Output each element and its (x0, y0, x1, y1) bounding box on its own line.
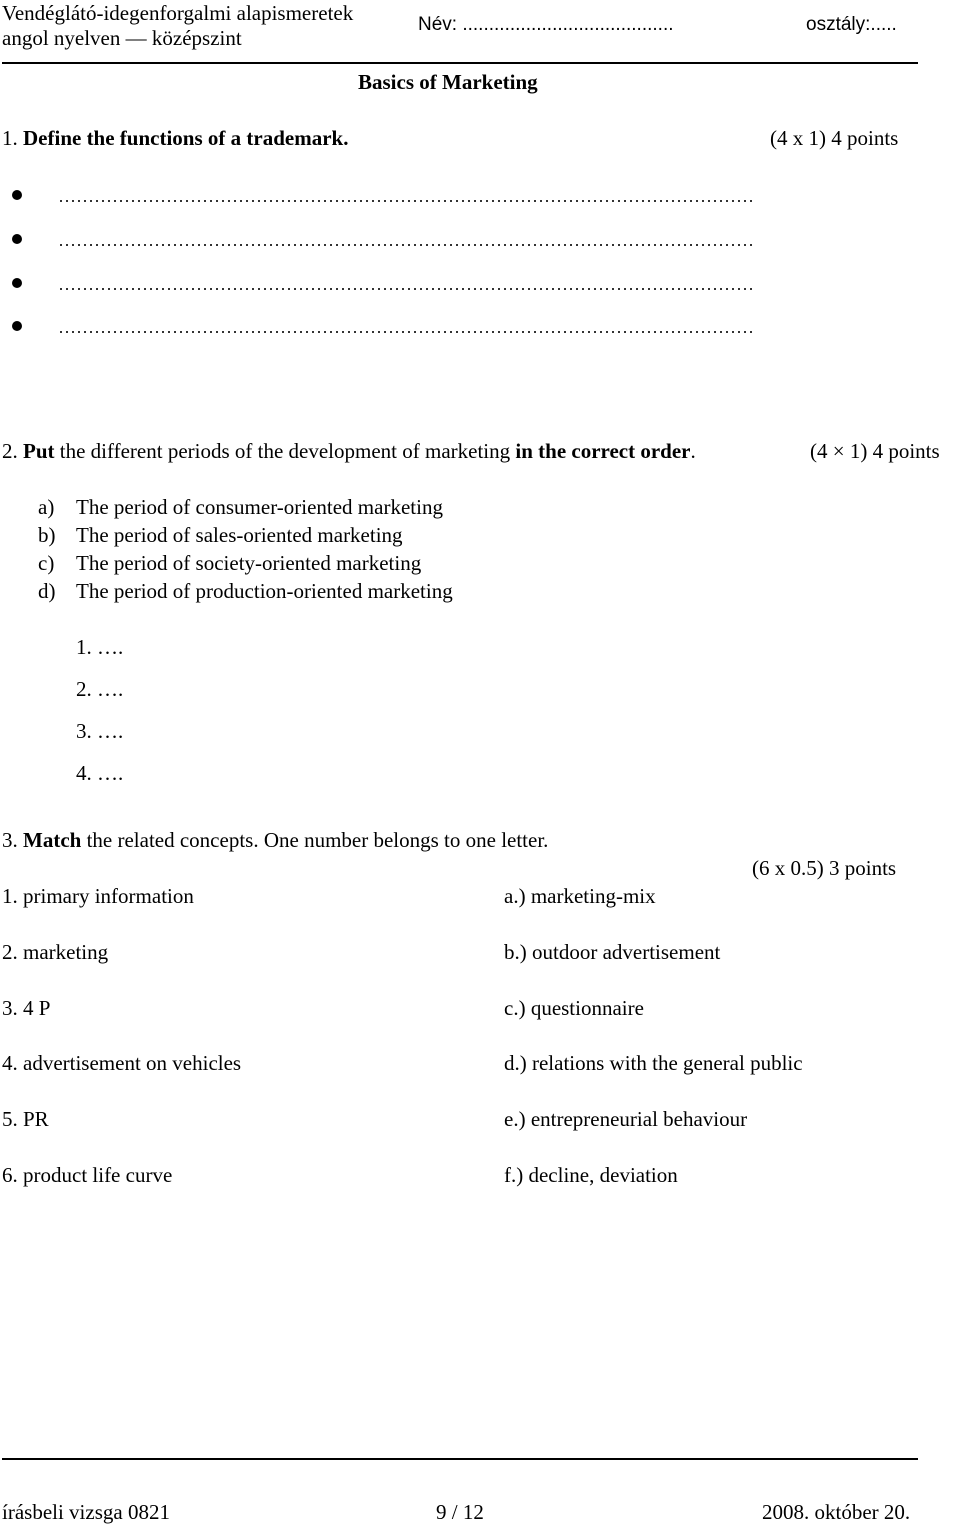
task2-points: (4 × 1) 4 points (810, 439, 940, 463)
bullet-icon (12, 234, 22, 244)
match-right-d: d.) relations with the general public (504, 1051, 803, 1075)
task3-points: (6 x 0.5) 3 points (752, 856, 897, 880)
task3-title-rest: the related concepts. One number belongs to one letter. (81, 828, 549, 852)
option-letter: d) (38, 579, 56, 603)
task1-points: (4 x 1) 4 points (770, 126, 899, 150)
task2-title-end: . (690, 439, 696, 463)
option-letter: a) (38, 495, 55, 519)
option-d (38, 581, 453, 602)
match-right-a: a.) marketing-mix (504, 884, 656, 908)
match-left-3: 3. 4 P (2, 996, 51, 1020)
header-subject-line1: Vendéglátó-idegenforgalmi alapismeretek (2, 1, 354, 25)
footer-rule (2, 1458, 918, 1460)
option-text: The period of consumer-oriented marketing (76, 495, 443, 519)
option-a (38, 497, 443, 518)
match-right-f: f.) decline, deviation (504, 1163, 678, 1187)
match-left-5: 5. PR (2, 1107, 49, 1131)
task1-title: Define the functions of a trademark. (23, 126, 349, 150)
answer-line-4[interactable] (58, 331, 754, 333)
task2-title-bold-2: in the correct order (515, 439, 691, 463)
task2-title-normal: the different periods of the development of marketing (54, 439, 516, 463)
page-title: Basics of Marketing (358, 70, 538, 94)
bullet-icon (12, 190, 22, 200)
order-slot-2[interactable]: 2. …. (76, 677, 124, 701)
task2-title-bold-1: Put (23, 439, 55, 463)
order-slot-3[interactable]: 3. …. (76, 719, 124, 743)
match-left-6: 6. product life curve (2, 1163, 173, 1187)
task1-heading (2, 128, 348, 149)
header-class-field: osztály:..... (806, 14, 897, 35)
match-right-e: e.) entrepreneurial behaviour (504, 1107, 748, 1131)
task1-number: 1. (2, 126, 18, 150)
option-b (38, 525, 403, 546)
match-left-2: 2. marketing (2, 940, 109, 964)
order-slot-4[interactable]: 4. …. (76, 761, 124, 785)
footer-date: 2008. október 20. (762, 1500, 911, 1524)
option-text: The period of production-oriented marketing (76, 579, 453, 603)
option-letter: b) (38, 523, 56, 547)
bullet-icon (12, 321, 22, 331)
option-text: The period of sales-oriented marketing (76, 523, 403, 547)
answer-line-3[interactable] (58, 288, 754, 290)
task2-number: 2. (2, 439, 18, 463)
header-rule (2, 62, 918, 64)
task3-heading (2, 830, 548, 851)
task2-heading (2, 441, 696, 462)
footer-exam: írásbeli vizsga 0821 (2, 1500, 170, 1524)
header-subject-line2: angol nyelven — középszint (2, 26, 242, 50)
footer-page-number: 9 / 12 (436, 1500, 484, 1524)
order-slot-1[interactable]: 1. …. (76, 635, 124, 659)
bullet-icon (12, 278, 22, 288)
match-right-b: b.) outdoor advertisement (504, 940, 721, 964)
option-c (38, 553, 421, 574)
option-text: The period of society-oriented marketing (76, 551, 422, 575)
header-name-field: Név: ........................................ (418, 14, 674, 35)
answer-line-1[interactable] (58, 200, 754, 202)
match-right-c: c.) questionnaire (504, 996, 644, 1020)
answer-line-2[interactable] (58, 244, 754, 246)
match-left-1: 1. primary information (2, 884, 194, 908)
match-left-4: 4. advertisement on vehicles (2, 1051, 242, 1075)
task3-number: 3. (2, 828, 18, 852)
option-letter: c) (38, 551, 55, 575)
task3-title-bold: Match (23, 828, 82, 852)
